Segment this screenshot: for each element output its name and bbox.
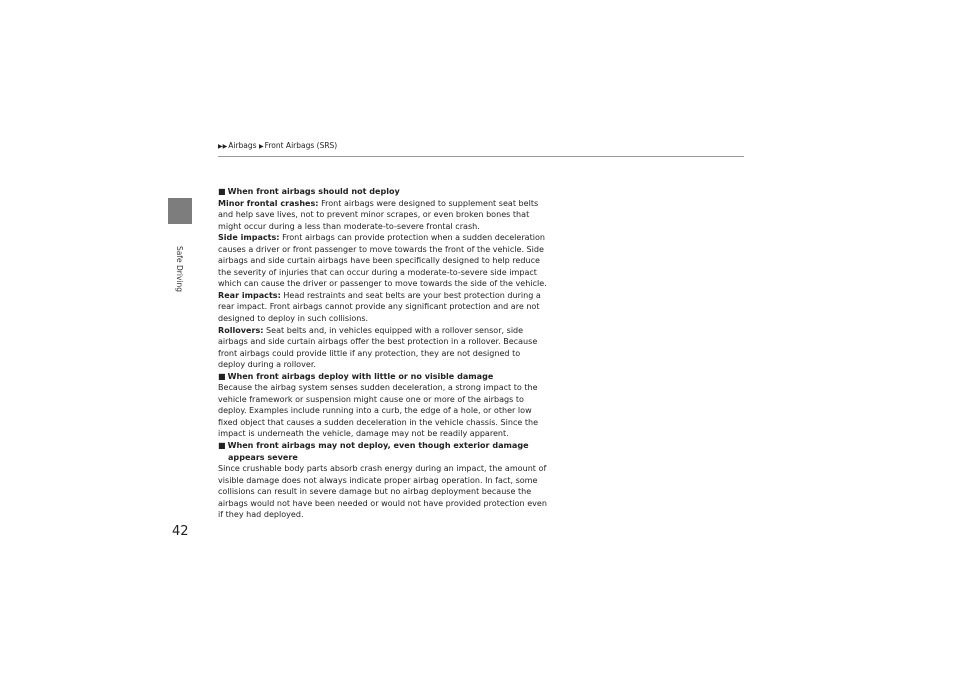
section-heading: ■ When front airbags may not deploy, even though exterior damage [218, 441, 529, 451]
breadcrumb [218, 141, 337, 150]
paragraph [218, 463, 548, 521]
triangle-right-icon: ▶▶ [218, 143, 228, 150]
main-content [218, 186, 548, 521]
paragraph-text: Since crushable body parts absorb crash energy during an impact, the amount of visible damage does not always indicate proper airbag operation. In fact, some collisions can result in severe damage but no airbag deployment because the airbags would not have been needed or would not have provided protection even if they had deployed. [218, 464, 547, 520]
section-heading: ■ When front airbags should not deploy [218, 187, 400, 196]
term-label: Minor frontal crashes: [218, 198, 319, 208]
term-label: Rollovers: [218, 325, 264, 335]
paragraph [218, 325, 548, 371]
side-section-label: Safe Driving [175, 246, 184, 292]
paragraph-text: Front airbags can provide protection when a sudden deceleration causes a driver or front passenger to move towards the front of the vehicle. Side airbags and side curtain airbags have been specifically designed to help reduce the severity of injuries that can occur during a moderate-to-severe side impact which can cause the driver or passenger to move towards the side of the vehicle. [218, 233, 547, 289]
section-heading: ■ When front airbags deploy with little or no visible damage [218, 371, 494, 381]
breadcrumb-item-front-airbags[interactable]: Front Airbags (SRS) [264, 141, 338, 150]
paragraph [218, 198, 548, 233]
breadcrumb-item-airbags[interactable]: Airbags [228, 141, 257, 150]
paragraph-text: Front airbags were designed to supplement seat belts and help save lives, not to prevent minor scrapes, or even broken bones that might occur during a less than moderate-to-severe frontal crash. [218, 198, 539, 231]
paragraph-text: Because the airbag system senses sudden deceleration, a strong impact to the vehicle framework or suspension might cause one or more of the airbags to deploy. Examples include running into a curb, the edge of a hole, or other low fixed object that causes a sudden deceleration in the vehicle chassis. Since the impact is underneath the vehicle, damage may not be readily apparent. [218, 383, 539, 439]
paragraph-text: Head restraints and seat belts are your best protection during a rear impact. Front airbags cannot provide any significant protection and are not designed to deploy in such collisions. [218, 290, 541, 324]
square-bullet-icon: ■ [218, 441, 226, 451]
term-label: Rear impacts: [218, 290, 281, 300]
triangle-right-icon: ▶ [258, 143, 264, 150]
square-bullet-icon: ■ [218, 371, 226, 381]
square-bullet-icon: ■ [218, 187, 226, 196]
paragraph [218, 382, 548, 440]
paragraph [218, 290, 548, 325]
section-tab [168, 198, 192, 224]
paragraph [218, 232, 548, 290]
paragraph-text: Seat belts and, in vehicles equipped with a rollover sensor, side airbags and side curtain airbags offer the best protection in a rollover. Because front airbags could provide little if any protection, they are not designed to deploy during a rollover. [218, 325, 538, 370]
header-divider [218, 156, 744, 157]
page-number: 42 [172, 524, 189, 539]
section-heading-continued: appears severe [228, 452, 298, 462]
term-label: Side impacts: [218, 233, 280, 243]
